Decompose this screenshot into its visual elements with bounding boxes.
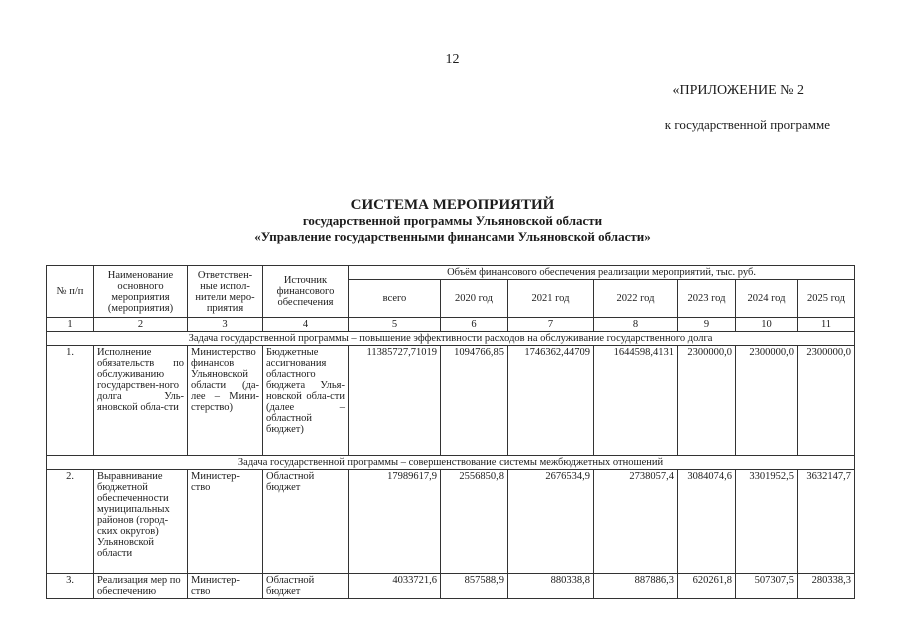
header-2022: 2022 год [594,280,678,318]
header-2021: 2021 год [508,280,594,318]
col-number: 3 [188,318,263,332]
header-2020: 2020 год [441,280,508,318]
row-2022: 2738057,4 [594,470,678,574]
row-num: 1. [47,346,94,456]
header-total: всего [349,280,441,318]
header-name: Наименование основного мероприятия (мероприятия) [94,266,188,318]
row-name: Реализация мер по обеспечению [94,574,188,599]
measures-table [46,265,855,599]
appendix-label: «ПРИЛОЖЕНИЕ № 2 [672,83,804,98]
col-number: 11 [798,318,855,332]
header-row [47,266,855,280]
task-row [47,456,855,470]
row-total: 4033721,6 [349,574,441,599]
row-total: 11385727,71019 [349,346,441,456]
row-2021: 2676534,9 [508,470,594,574]
task-2: Задача государственной программы – совершенствование системы межбюджетных отношений [47,456,855,470]
row-executor: Министер-ство [188,470,263,574]
row-2021: 1746362,44709 [508,346,594,456]
header-volume: Объём финансового обеспечения реализации мероприятий, тыс. руб. [349,266,855,280]
col-number: 10 [736,318,798,332]
col-number: 4 [263,318,349,332]
header-2024: 2024 год [736,280,798,318]
table-row [47,470,855,574]
row-source: Бюджетные ассигнования областного бюджета Улья-новской обла-сти (далее – областной бюджет) [263,346,349,456]
row-2024: 3301952,5 [736,470,798,574]
row-2025: 2300000,0 [798,346,855,456]
title-line-2: государственной программы Ульяновской области [302,213,603,228]
row-source: Областной бюджет [263,574,349,599]
header-2023: 2023 год [678,280,736,318]
col-number: 6 [441,318,508,332]
document-title [0,197,905,245]
page-number: 12 [445,52,460,67]
col-number: 1 [47,318,94,332]
row-2024: 2300000,0 [736,346,798,456]
col-number: 2 [94,318,188,332]
task-1: Задача государственной программы – повышение эффективности расходов на обслуживание государственного долга [47,332,855,346]
task-row [47,332,855,346]
row-2023: 3084074,6 [678,470,736,574]
col-number: 7 [508,318,594,332]
row-2022: 887886,3 [594,574,678,599]
row-2023: 620261,8 [678,574,736,599]
col-number: 8 [594,318,678,332]
table-row [47,574,855,599]
row-2024: 507307,5 [736,574,798,599]
row-2025: 280338,3 [798,574,855,599]
row-source: Областной бюджет [263,470,349,574]
row-executor: Министерство финансов Ульяновской области (да-лее – Мини-стерство) [188,346,263,456]
row-2020: 1094766,85 [441,346,508,456]
row-2021: 880338,8 [508,574,594,599]
header-source: Источник финансового обеспечения [263,266,349,318]
row-name: Исполнение обязательств по обслуживанию государствен-ного долга Уль-яновской обла-сти [94,346,188,456]
row-2020: 2556850,8 [441,470,508,574]
col-number: 5 [349,318,441,332]
title-line-1: СИСТЕМА МЕРОПРИЯТИЙ [350,197,555,213]
column-number-row [47,318,855,332]
row-2025: 3632147,7 [798,470,855,574]
header-executors: Ответствен-ные испол-нители меро-приятия [188,266,263,318]
header-num: № п/п [47,266,94,318]
row-executor: Министер-ство [188,574,263,599]
title-line-3: «Управление государственными финансами Ульяновской области» [254,229,651,244]
row-num: 2. [47,470,94,574]
row-2023: 2300000,0 [678,346,736,456]
table-row [47,346,855,456]
row-total: 17989617,9 [349,470,441,574]
header-2025: 2025 год [798,280,855,318]
appendix-reference: к государственной программе [664,117,830,132]
col-number: 9 [678,318,736,332]
row-name: Выравнивание бюджетной обеспеченности муниципальных районов (город-ских округов) Ульяновской области [94,470,188,574]
row-num: 3. [47,574,94,599]
row-2020: 857588,9 [441,574,508,599]
row-2022: 1644598,4131 [594,346,678,456]
